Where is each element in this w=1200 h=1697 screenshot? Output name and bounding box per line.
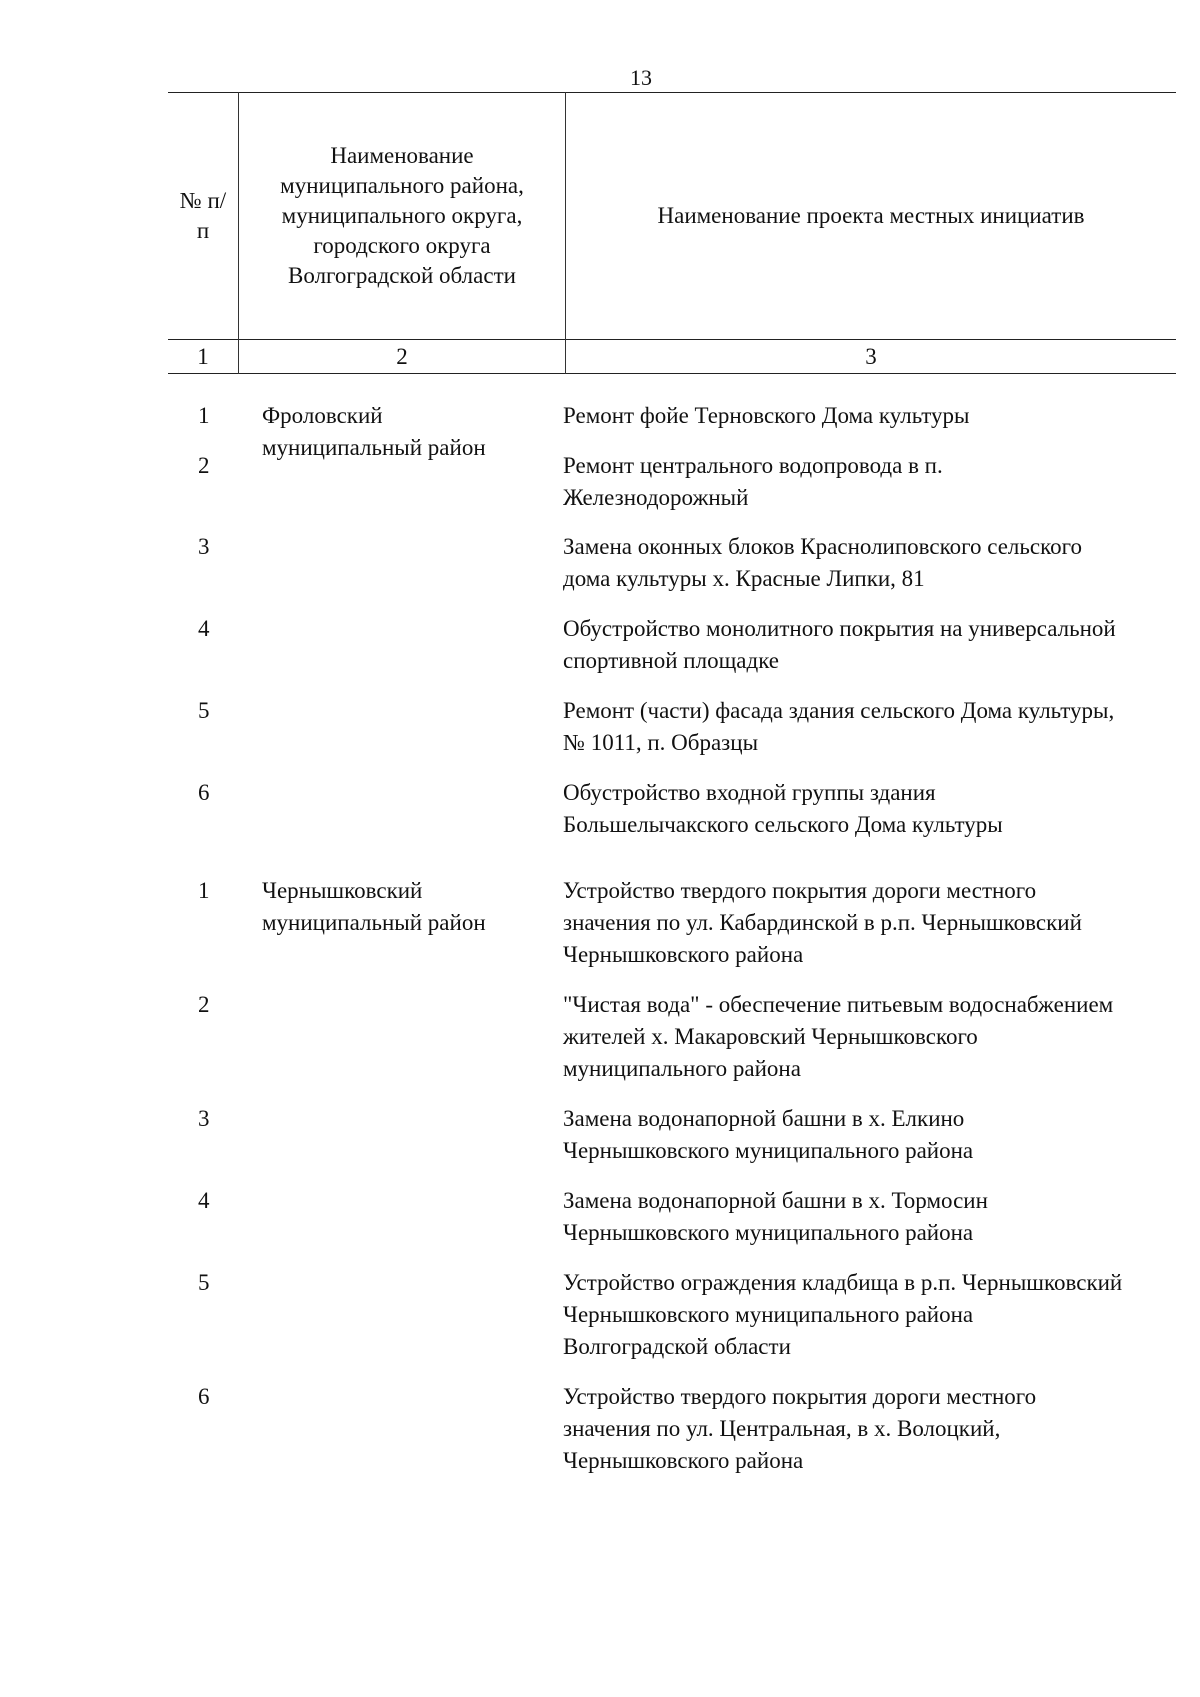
row-number: 4 bbox=[198, 1188, 210, 1213]
project-name: Ремонт фойе Терновского Дома культуры bbox=[563, 403, 970, 428]
project-name: Ремонт центрального водопровода в п. Железнодорожный bbox=[563, 453, 943, 510]
table-row bbox=[168, 875, 1176, 989]
row-number: 3 bbox=[198, 1106, 210, 1131]
project-name: Обустройство монолитного покрытия на универсальной спортивной площадке bbox=[563, 616, 1116, 673]
column-number-2: 2 bbox=[239, 340, 566, 374]
table-row bbox=[168, 531, 1176, 613]
district-name: Фроловский муниципальный район bbox=[262, 403, 486, 460]
row-number: 2 bbox=[198, 453, 210, 478]
table-row bbox=[168, 450, 1176, 531]
table-row bbox=[168, 613, 1176, 695]
header-col-number bbox=[168, 93, 239, 340]
header-row bbox=[168, 93, 1176, 340]
project-name: Устройство твердого покрытия дороги местного значения по ул. Центральная, в х. Волоцкий, Чернышковского района bbox=[563, 1384, 1037, 1473]
table-header bbox=[168, 92, 1176, 374]
table-row bbox=[168, 1103, 1176, 1185]
project-name: Замена водонапорной башни в х. Елкино Чернышковского муниципального района bbox=[563, 1106, 974, 1163]
row-number: 1 bbox=[198, 403, 210, 428]
project-name: Ремонт (части) фасада здания сельского Дома культуры, № 1011, п. Образцы bbox=[563, 698, 1115, 755]
district-name: Чернышковский муниципальный район bbox=[262, 878, 486, 935]
page-number: 13 bbox=[630, 65, 652, 90]
project-name: Замена водонапорной башни в х. Тормосин Чернышковского муниципального района bbox=[563, 1188, 988, 1245]
row-number: 5 bbox=[198, 698, 210, 723]
table-row bbox=[168, 1185, 1176, 1267]
header-col-number-label: № п/п bbox=[179, 188, 227, 243]
table-row bbox=[168, 989, 1176, 1103]
row-number: 2 bbox=[198, 992, 210, 1017]
row-number: 1 bbox=[198, 878, 210, 903]
column-number-row bbox=[168, 340, 1176, 374]
table-row bbox=[168, 695, 1176, 777]
table-body bbox=[168, 400, 1176, 1495]
row-number: 5 bbox=[198, 1270, 210, 1295]
column-number-3: 3 bbox=[865, 344, 877, 369]
project-name: "Чистая вода" - обеспечение питьевым водоснабжением жителей х. Макаровский Чернышковского муниципального района bbox=[563, 992, 1114, 1081]
header-col-project-label: Наименование проекта местных инициатив bbox=[657, 203, 1085, 228]
column-number-1: 1 bbox=[168, 340, 239, 374]
project-name: Устройство твердого покрытия дороги местного значения по ул. Кабардинской в р.п. Чернышковский Чернышковского района bbox=[563, 878, 1082, 967]
header-col-project bbox=[566, 93, 1177, 340]
district-group bbox=[168, 400, 1176, 875]
header-col-district-label: Наименование муниципального района, муниципального округа, городского округа Волгоградской области bbox=[280, 143, 524, 288]
row-number: 6 bbox=[198, 1384, 210, 1409]
row-number: 3 bbox=[198, 534, 210, 559]
table-row bbox=[168, 1267, 1176, 1381]
table-row bbox=[168, 400, 1176, 460]
project-name: Замена оконных блоков Краснолиповского сельского дома культуры х. Красные Липки, 81 bbox=[563, 534, 1082, 591]
row-number: 6 bbox=[198, 780, 210, 805]
header-col-district bbox=[239, 93, 566, 340]
project-name: Устройство ограждения кладбища в р.п. Чернышковский Чернышковского муниципального района Волгоградской области bbox=[563, 1270, 1123, 1359]
table-row bbox=[168, 777, 1176, 875]
table-row bbox=[168, 1381, 1176, 1495]
project-name: Обустройство входной группы здания Большелычакского сельского Дома культуры bbox=[563, 780, 1003, 837]
district-group bbox=[168, 875, 1176, 1495]
row-number: 4 bbox=[198, 616, 210, 641]
